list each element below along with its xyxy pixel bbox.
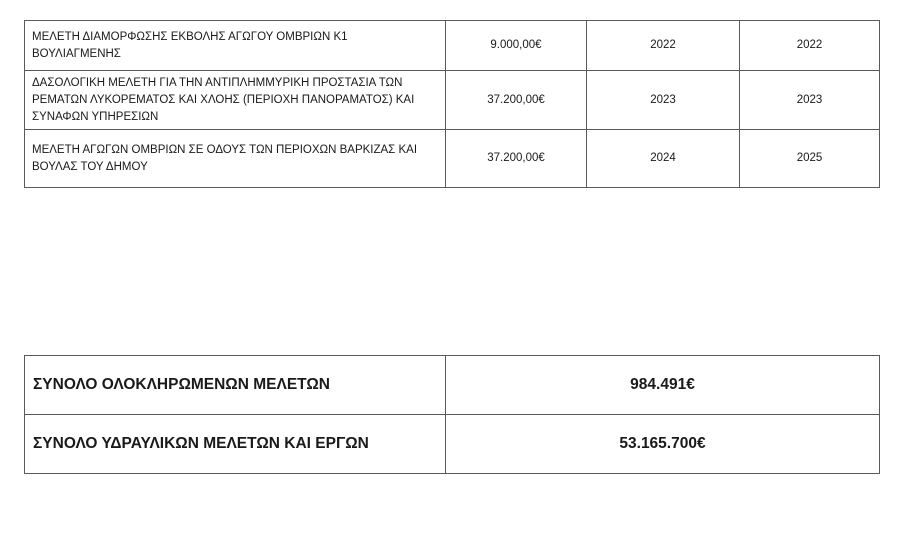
project-budget-cell: 9.000,00€ [446, 21, 587, 71]
project-budget-cell: 37.200,00€ [446, 71, 587, 130]
project-start-year-cell: 2023 [587, 71, 740, 130]
table-row [25, 130, 880, 188]
total-completed-studies-amount: 984.491€ [446, 356, 880, 415]
project-title-cell: ΜΕΛΕΤΗ ΑΓΩΓΩΝ ΟΜΒΡΙΩΝ ΣΕ ΟΔΟΥΣ ΤΩΝ ΠΕΡΙΟΧΩΝ ΒΑΡΚΙΖΑΣ ΚΑΙ ΒΟΥΛΑΣ ΤΟΥ ΔΗΜΟΥ [25, 130, 446, 188]
project-title-cell: ΔΑΣΟΛΟΓΙΚΗ ΜΕΛΕΤΗ ΓΙΑ ΤΗΝ ΑΝΤΙΠΛΗΜΜΥΡΙΚΗ ΠΡΟΣΤΑΣΙΑ ΤΩΝ ΡΕΜΑΤΩΝ ΛΥΚΟΡΕΜΑΤΟΣ ΚΑΙ ΧΛΟΗΣ (ΠΕΡΙΟΧΗ ΠΑΝΟΡΑΜΑΤΟΣ) ΚΑΙ ΣΥΝΑΦΩΝ ΥΠΗΡΕΣΙΩΝ [25, 71, 446, 130]
project-start-year-cell: 2024 [587, 130, 740, 188]
table-row [25, 21, 880, 71]
total-completed-studies-label: ΣΥΝΟΛΟ ΟΛΟΚΛΗΡΩΜΕΝΩΝ ΜΕΛΕΤΩΝ [25, 356, 446, 415]
projects-table [24, 20, 880, 188]
project-title-cell: ΜΕΛΕΤΗ ΔΙΑΜΟΡΦΩΣΗΣ ΕΚΒΟΛΗΣ ΑΓΩΓΟΥ ΟΜΒΡΙΩΝ Κ1 ΒΟΥΛΙΑΓΜΕΝΗΣ [25, 21, 446, 71]
project-end-year-cell: 2025 [740, 130, 880, 188]
project-end-year-cell: 2023 [740, 71, 880, 130]
totals-table [24, 355, 880, 474]
total-hydraulic-studies-label: ΣΥΝΟΛΟ ΥΔΡΑΥΛΙΚΩΝ ΜΕΛΕΤΩΝ ΚΑΙ ΕΡΓΩΝ [25, 415, 446, 474]
project-end-year-cell: 2022 [740, 21, 880, 71]
project-start-year-cell: 2022 [587, 21, 740, 71]
table-row [25, 71, 880, 130]
totals-row [25, 415, 880, 474]
total-hydraulic-studies-amount: 53.165.700€ [446, 415, 880, 474]
totals-row [25, 356, 880, 415]
project-budget-cell: 37.200,00€ [446, 130, 587, 188]
